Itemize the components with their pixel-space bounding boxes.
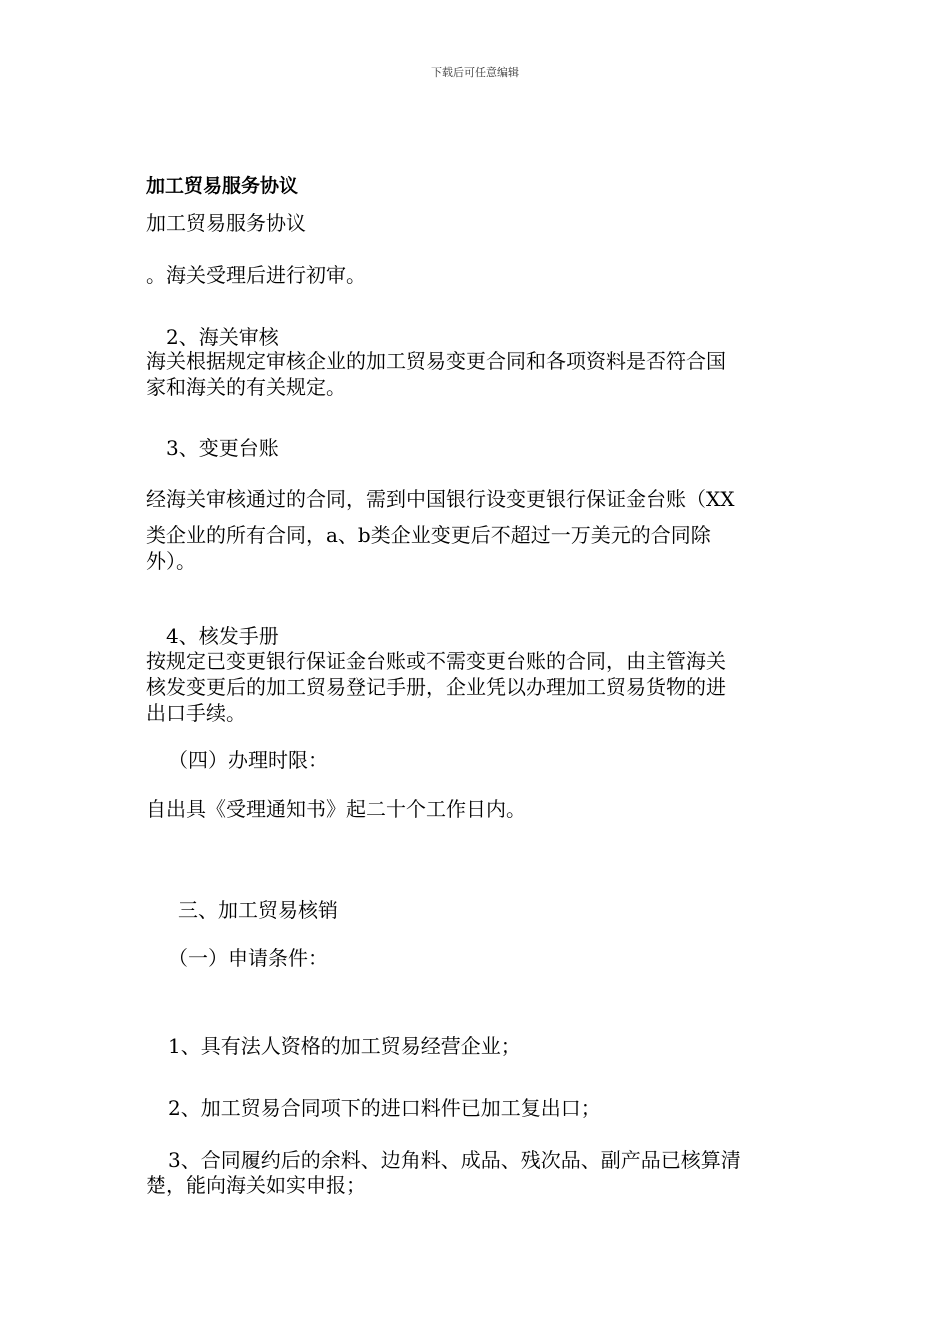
section3-heading: 三、加工贸易核销 xyxy=(178,898,338,922)
time-limit-text: 自出具《受理通知书》起二十个工作日内。 xyxy=(146,797,526,821)
condition-1: 1、具有法人资格的加工贸易经营企业； xyxy=(168,1034,521,1058)
time-limit-heading: （四）办理时限： xyxy=(168,748,328,772)
step2-line-2: 家和海关的有关规定。 xyxy=(146,375,346,399)
step3-line-2: 类企业的所有合同，a、b类企业变更后不超过一万美元的合同除 xyxy=(146,523,711,547)
step3-heading: 3、变更台账 xyxy=(166,436,279,460)
step4-line-1: 按规定已变更银行保证金台账或不需变更台账的合同，由主管海关 xyxy=(146,649,726,673)
step4-heading: 4、核发手册 xyxy=(166,624,279,648)
page-header-note: 下载后可任意编辑 xyxy=(431,66,519,79)
step4-line-2: 核发变更后的加工贸易登记手册，企业凭以办理加工贸易货物的进 xyxy=(146,675,726,699)
document-title: 加工贸易服务协议 xyxy=(146,175,299,197)
document-subtitle: 加工贸易服务协议 xyxy=(146,211,306,235)
conditions-heading: （一）申请条件： xyxy=(168,946,328,970)
paragraph-intro: 。海关受理后进行初审。 xyxy=(146,263,366,287)
condition-3-line-2: 楚，能向海关如实申报； xyxy=(146,1173,366,1197)
step2-line-1: 海关根据规定审核企业的加工贸易变更合同和各项资料是否符合国 xyxy=(146,349,726,373)
condition-3-line-1: 3、合同履约后的余料、边角料、成品、残次品、副产品已核算清 xyxy=(168,1148,741,1172)
step3-line-1: 经海关审核通过的合同，需到中国银行设变更银行保证金台账（XX xyxy=(146,487,735,511)
condition-2: 2、加工贸易合同项下的进口料件已加工复出口； xyxy=(168,1096,601,1120)
step4-line-3: 出口手续。 xyxy=(146,701,246,725)
step2-heading: 2、海关审核 xyxy=(166,325,279,349)
step3-line-3: 外）。 xyxy=(146,549,196,573)
